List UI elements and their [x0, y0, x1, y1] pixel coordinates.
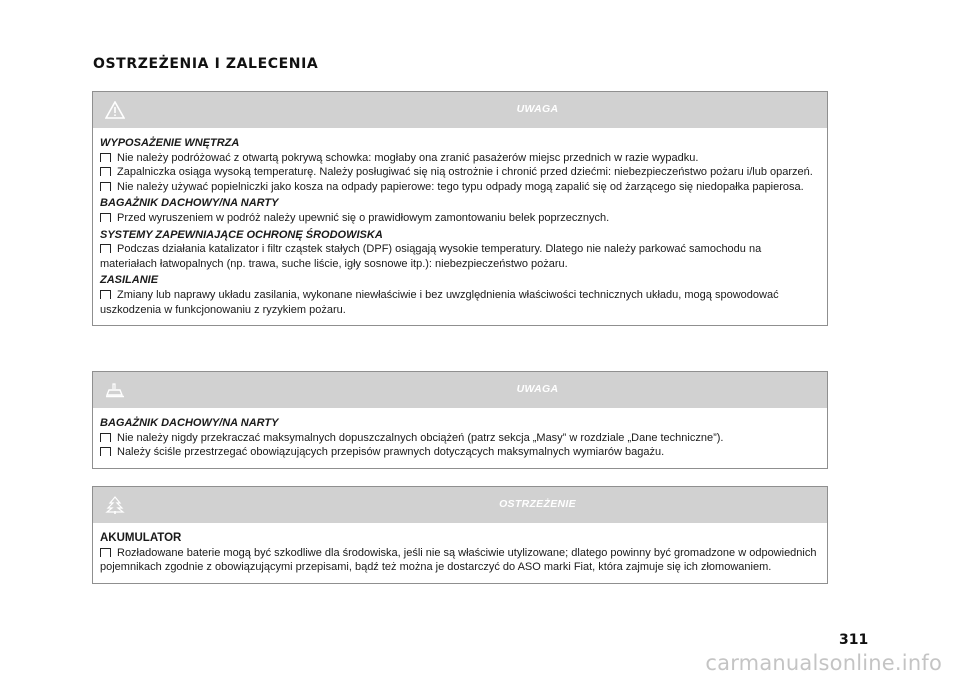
watermark: carmanualsonline.info [705, 651, 942, 675]
page-number: 311 [839, 632, 869, 648]
bullet-icon [100, 447, 111, 456]
bullet-icon [100, 213, 111, 222]
list-item: Nie należy podróżować z otwartą pokrywą schowka: mogłaby ona zranić pasażerów miejsc przednich w razie wypadku. [100, 151, 820, 166]
list-item: Nie należy używać popielniczki jako kosza na odpady papierowe: tego typu odpady mogą zapalić się od żarzącego się niedopałka papierosa. [100, 180, 820, 195]
bullet-icon [100, 167, 111, 176]
notice-title: UWAGA [516, 103, 559, 115]
list-item: Zapalniczka osiąga wysoką temperaturę. Należy posługiwać się nią ostrożnie i chronić przed dziećmi: niebezpieczeństwo pożaru i/lub oparzeń. [100, 165, 820, 180]
bullet-icon [100, 433, 111, 442]
section-heading: BAGAŻNIK DACHOWY/NA NARTY [100, 197, 279, 210]
notice-title: UWAGA [516, 383, 559, 395]
bullet-icon [100, 290, 111, 299]
list-item: Przed wyruszeniem w podróż należy upewnić się o prawidłowym zamontowaniu belek poprzecznych. [100, 211, 820, 226]
list-item: Zmiany lub naprawy układu zasilania, wykonane niewłaściwie i bez uwzględnienia właściwości technicznych układu, mogą spowodować uszkodzenia w funkcjonowaniu z ryzykiem pożaru. [100, 288, 779, 316]
bullet-icon [100, 153, 111, 162]
notice-header [93, 372, 827, 408]
section-heading: SYSTEMY ZAPEWNIAJĄCE OCHRONĘ ŚRODOWISKA [100, 228, 383, 241]
list-item: Rozładowane baterie mogą być szkodliwe dla środowiska, jeśli nie są właściwie utylizowane; dlatego powinny być gromadzone w odpowiednich pojemnikach zgodnie z obowiązującymi przepisami, bądź też można je dostarczyć do ASO marki Fiat, która zajmuje się ich złomowaniem. [100, 546, 817, 574]
section-heading: BAGAŻNIK DACHOWY/NA NARTY [100, 417, 279, 429]
section-heading: ZASILANIE [100, 274, 159, 287]
bullet-icon [100, 244, 111, 253]
section-heading: WYPOSAŻENIE WNĘTRZA [100, 137, 240, 149]
warning-box-roof-rack [92, 371, 828, 469]
notice-body [93, 523, 827, 583]
notice-header [93, 92, 827, 128]
environment-box-battery [92, 486, 828, 584]
bullet-icon [100, 548, 111, 557]
notice-body [93, 408, 827, 468]
section-heading: AKUMULATOR [100, 532, 182, 544]
list-item: Podczas działania katalizator i filtr cząstek stałych (DPF) osiągają wysokie temperatury. Dlatego nie należy parkować samochodu na materiałach łatwopalnych (np. trawa, suche liście, igły sosnowe itp.): niebezpieczeństwo pożaru. [100, 243, 762, 270]
notice-body [93, 128, 827, 325]
list-item: Należy ściśle przestrzegać obowiązujących przepisów prawnych dotyczących maksymalnych wymiarów bagażu. [100, 445, 820, 460]
notice-header [93, 487, 827, 523]
page-title: OSTRZEŻENIA I ZALECENIA [93, 56, 319, 72]
notice-title: OSTRZEŻENIE [499, 498, 576, 510]
warning-box-interior [92, 91, 828, 326]
list-item: Nie należy nigdy przekraczać maksymalnych dopuszczalnych obciążeń (patrz sekcja „Masy” w rozdziale „Dane techniczne”). [100, 431, 820, 446]
bullet-icon [100, 182, 111, 191]
